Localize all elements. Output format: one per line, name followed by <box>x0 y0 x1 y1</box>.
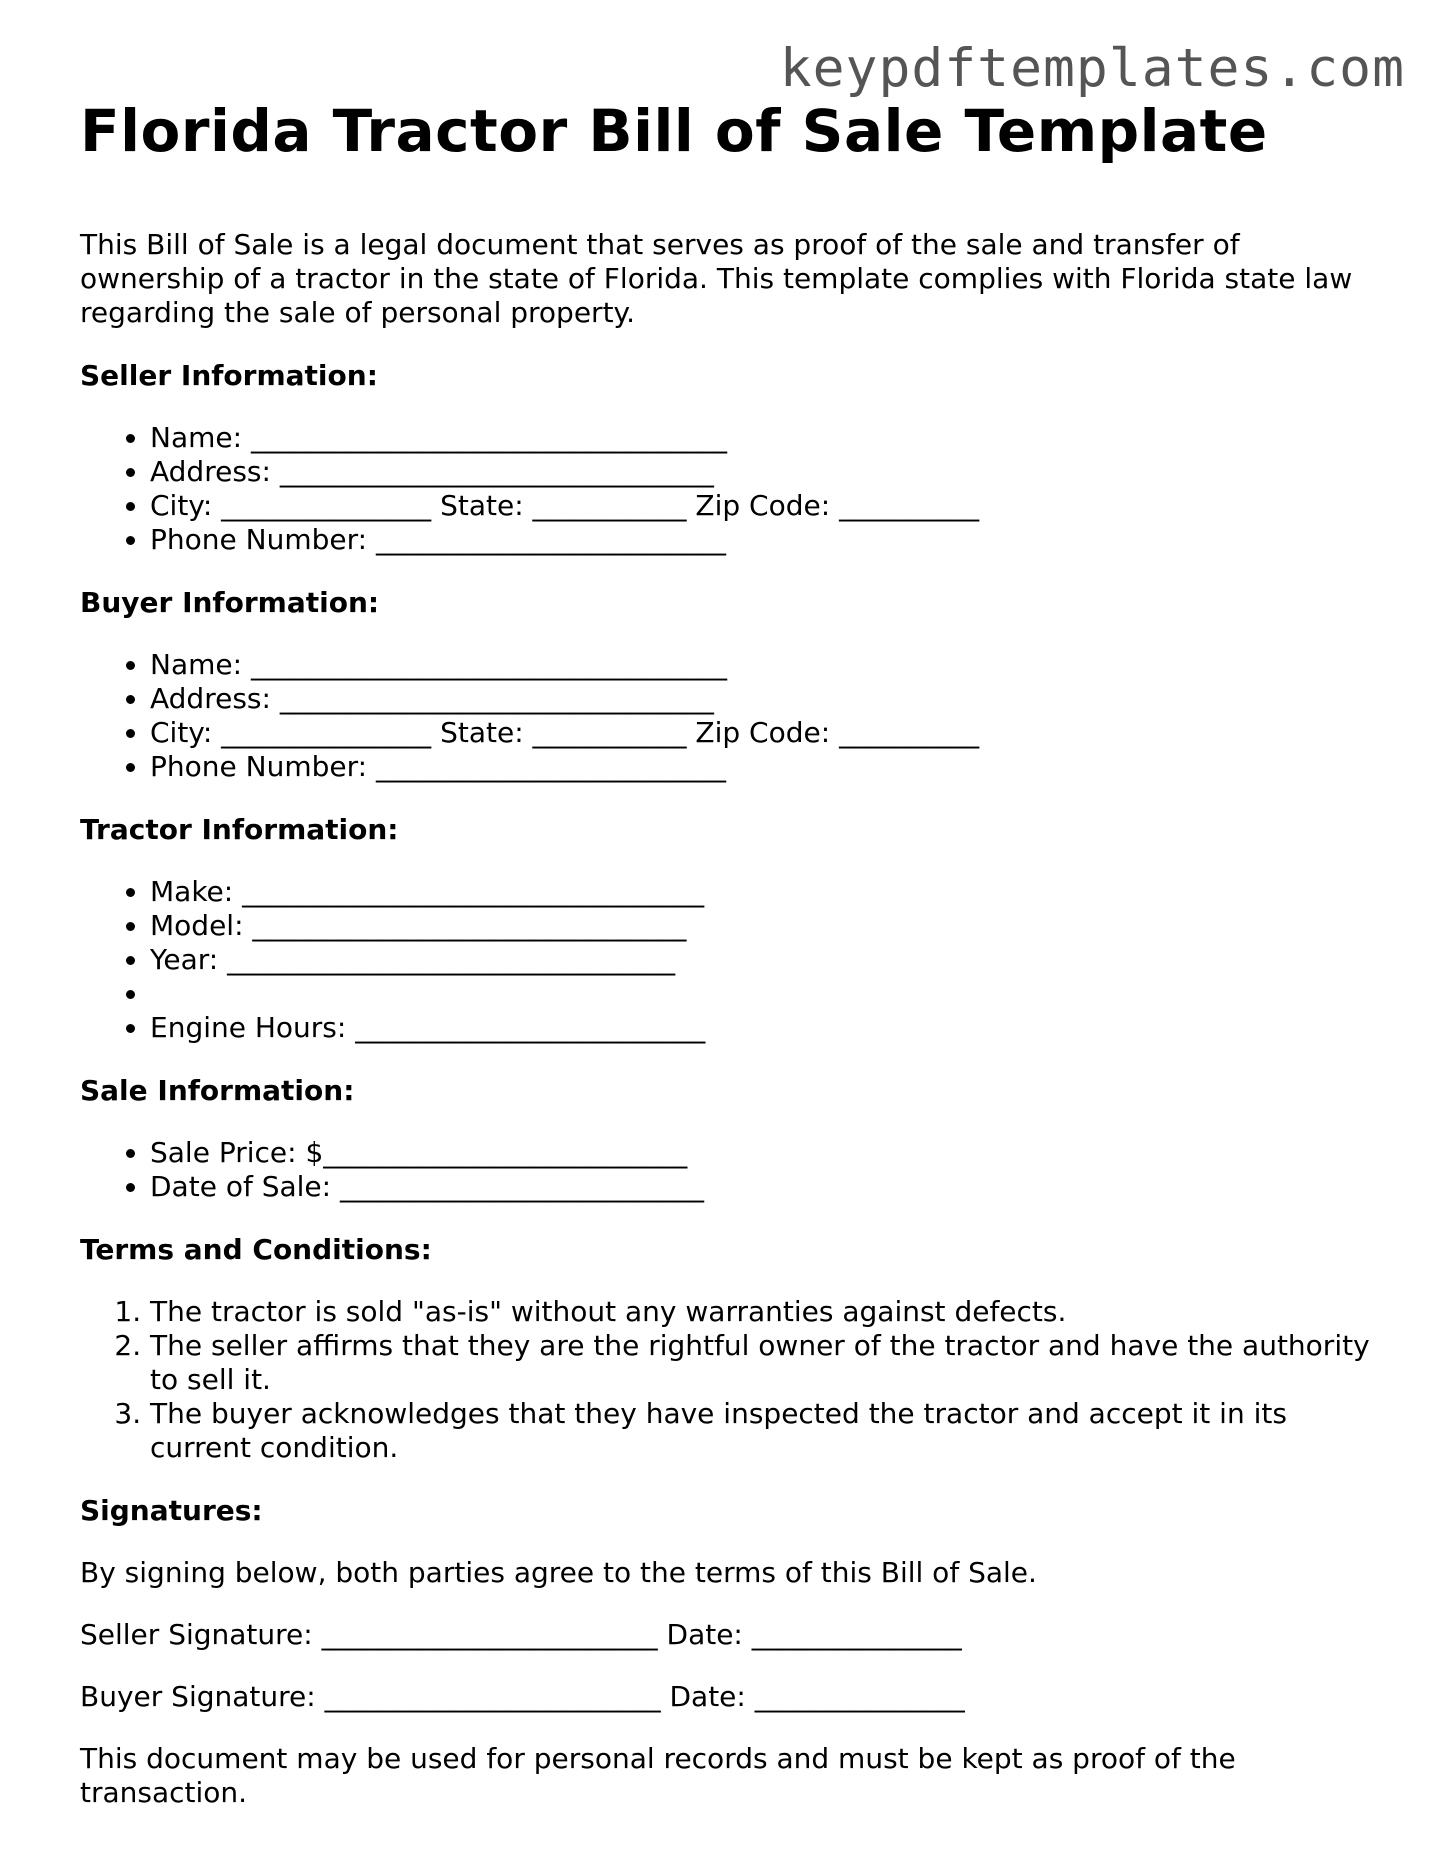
buyer-city-state-zip-field[interactable]: • City: _______________ State: ___________ Zip Code: __________ <box>150 716 1380 750</box>
seller-city-state-zip-field[interactable]: • City: _______________ State: ___________ Zip Code: __________ <box>150 489 1380 523</box>
signatures-agreement: By signing below, both parties agree to the terms of this Bill of Sale. <box>80 1555 1037 1589</box>
term-item: 1. The tractor is sold "as-is" without any warranties against defects. <box>150 1295 1380 1329</box>
footer-note: This document may be used for personal records and must be kept as proof of the transaction. <box>80 1741 1236 1809</box>
seller-phone-field[interactable]: • Phone Number: _________________________ <box>150 523 1380 557</box>
sale-heading: Sale Information: <box>80 1073 355 1107</box>
tractor-empty-item <box>150 977 1380 1011</box>
buyer-list <box>80 648 1380 784</box>
tractor-engine-hours-field[interactable]: • Engine Hours: _________________________ <box>150 1011 1380 1045</box>
document-page <box>80 97 1380 1810</box>
seller-address-field[interactable]: • Address: _______________________________ <box>150 455 1380 489</box>
buyer-address-field[interactable]: • Address: _______________________________ <box>150 682 1380 716</box>
buyer-phone-field[interactable]: • Phone Number: _________________________ <box>150 750 1380 784</box>
sale-price-field[interactable]: • Sale Price: $__________________________ <box>150 1136 1380 1170</box>
watermark: keypdftemplates.com <box>779 38 1405 99</box>
terms-heading: Terms and Conditions: <box>80 1232 432 1266</box>
terms-list <box>80 1295 1380 1465</box>
term-item: 2. The seller affirms that they are the rightful owner of the tractor and have the authority to sell it. <box>150 1329 1380 1397</box>
sale-list <box>80 1136 1380 1204</box>
tractor-heading: Tractor Information: <box>80 812 399 846</box>
signatures-heading: Signatures: <box>80 1493 263 1527</box>
buyer-name-field[interactable]: • Name: __________________________________ <box>150 648 1380 682</box>
buyer-heading: Buyer Information: <box>80 585 380 619</box>
buyer-signature-line[interactable]: Buyer Signature: ________________________ Date: _______________ <box>80 1679 965 1713</box>
intro-paragraph: This Bill of Sale is a legal document that serves as proof of the sale and transfer of ownership of a tractor in the state of Florida. This template complies with Florida state law regarding the sale of personal property. <box>80 227 1353 329</box>
seller-list <box>80 421 1380 557</box>
seller-signature-line[interactable]: Seller Signature: ________________________ Date: _______________ <box>80 1617 962 1651</box>
seller-name-field[interactable]: • Name: __________________________________ <box>150 421 1380 455</box>
tractor-model-field[interactable]: • Model: _______________________________ <box>150 909 1380 943</box>
page-title: Florida Tractor Bill of Sale Template <box>80 97 1268 165</box>
tractor-list <box>80 875 1380 1045</box>
sale-date-field[interactable]: • Date of Sale: __________________________ <box>150 1170 1380 1204</box>
seller-heading: Seller Information: <box>80 358 378 392</box>
term-item: 3. The buyer acknowledges that they have inspected the tractor and accept it in its current condition. <box>150 1397 1380 1465</box>
tractor-year-field[interactable]: • Year: ________________________________ <box>150 943 1380 977</box>
tractor-make-field[interactable]: • Make: _________________________________ <box>150 875 1380 909</box>
